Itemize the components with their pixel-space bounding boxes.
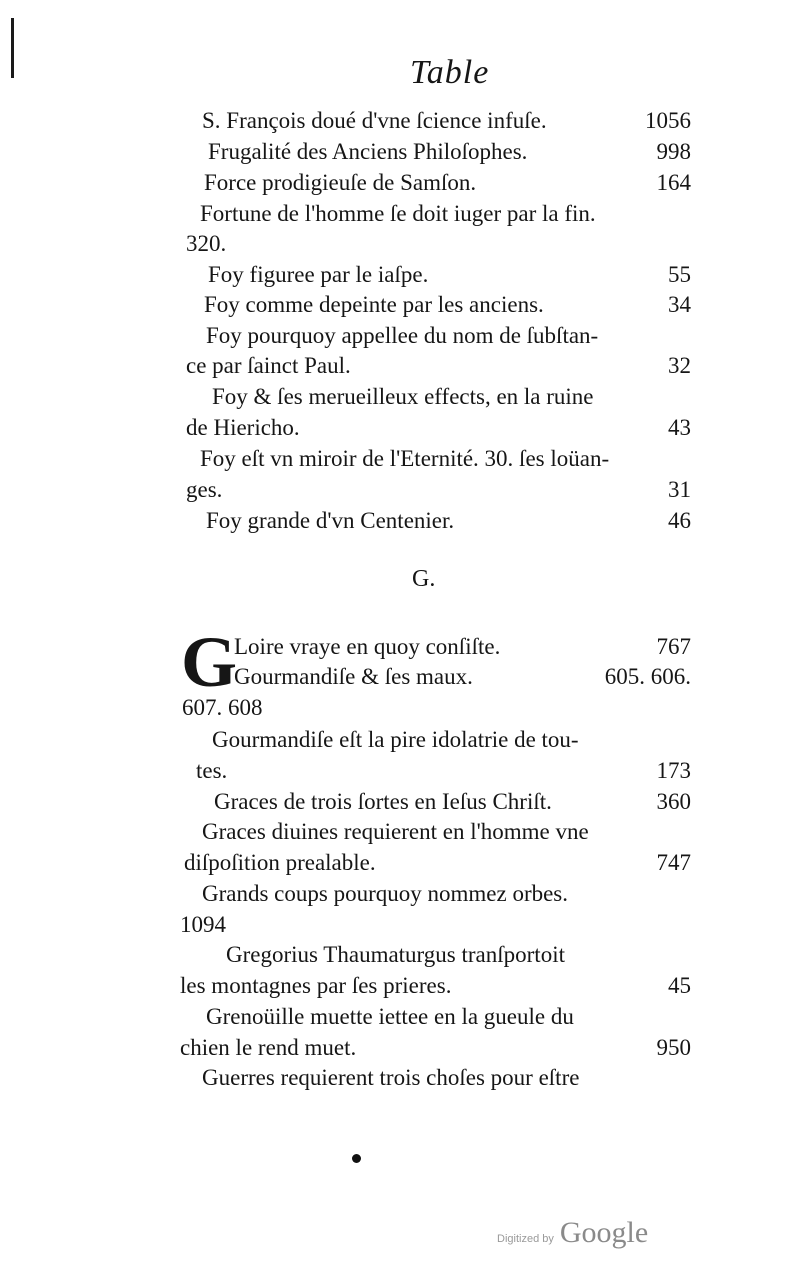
index-entry xyxy=(186,413,691,443)
entry-page: 43 xyxy=(668,415,691,440)
entry-page: 164 xyxy=(656,170,691,195)
entry-text: ce par ſainct Paul. xyxy=(186,353,351,378)
entry-text: tes. xyxy=(196,758,228,783)
entry-text: Foy figuree par le iaſpe. xyxy=(208,262,429,287)
entry-page: 173 xyxy=(656,758,691,783)
entry-text: 1094 xyxy=(180,912,226,937)
entry-page: 1056 xyxy=(645,108,691,133)
index-entry xyxy=(204,290,691,320)
index-entry xyxy=(200,199,689,229)
entry-page: 950 xyxy=(656,1035,691,1060)
entry-page: 45 xyxy=(668,973,691,998)
entry-text: Grenoüille muette iettee en la gueule du xyxy=(206,1004,574,1029)
entry-text: S. François doué d'vne ſcience infuſe. xyxy=(202,108,547,133)
entry-page: 360 xyxy=(656,789,691,814)
index-entry xyxy=(208,260,691,290)
index-entry xyxy=(202,1063,691,1093)
index-entry xyxy=(206,1002,695,1032)
entry-text: ges. xyxy=(186,477,223,502)
entry-page: 32 xyxy=(668,353,691,378)
entry-text: Force prodigieuſe de Samſon. xyxy=(204,170,477,195)
entry-page: 747 xyxy=(656,850,691,875)
index-entry xyxy=(186,475,691,505)
watermark-prefix: Digitized by xyxy=(497,1233,554,1245)
ink-speck xyxy=(352,1154,361,1163)
entry-text: Gourmandiſe eſt la pire idolatrie de tou- xyxy=(212,727,579,752)
index-entry xyxy=(214,787,691,817)
entry-text: Loire vraye en quoy conſiſte. xyxy=(234,634,501,659)
entry-text: Fortune de l'homme ſe doit iuger par la fin. xyxy=(200,201,596,226)
entry-text: Frugalité des Anciens Philoſophes. xyxy=(208,139,528,164)
entry-page: 998 xyxy=(656,139,691,164)
index-entry xyxy=(206,321,695,351)
drop-cap: G xyxy=(181,622,238,702)
index-entry xyxy=(200,444,689,474)
entry-text: Foy comme depeinte par les anciens. xyxy=(204,292,544,317)
entry-text: chien le rend muet. xyxy=(180,1035,357,1060)
section-heading: G. xyxy=(412,566,436,592)
entry-page: 46 xyxy=(668,508,691,533)
entry-text: Foy grande d'vn Centenier. xyxy=(206,508,455,533)
index-entry xyxy=(180,971,691,1001)
index-entry xyxy=(226,940,715,970)
entry-text: 320. xyxy=(186,231,227,256)
entry-text: Foy eſt vn miroir de l'Eternité. 30. ſes loüan- xyxy=(200,446,610,471)
entry-page: 31 xyxy=(668,477,691,502)
entry-page: 605. 606. xyxy=(604,664,691,689)
page-title: Table xyxy=(410,54,490,91)
index-entry xyxy=(184,848,691,878)
index-entry xyxy=(202,106,691,136)
index-entry xyxy=(202,817,691,847)
index-entry xyxy=(180,910,685,940)
entry-text: Foy pourquoy appellee du nom de ſubſtan- xyxy=(206,323,599,348)
index-entry xyxy=(186,229,691,259)
index-entry xyxy=(180,1033,691,1063)
index-entry xyxy=(206,506,691,536)
entry-text: Guerres requierent trois choſes pour eſtre xyxy=(202,1065,580,1090)
index-entry xyxy=(234,662,691,692)
entry-text: Foy & ſes merueilleux effects, en la ruine xyxy=(212,384,594,409)
entry-text: les montagnes par ſes prieres. xyxy=(180,973,452,998)
index-entry xyxy=(208,137,691,167)
entry-page: 55 xyxy=(668,262,691,287)
index-entry xyxy=(196,756,691,786)
index-entry xyxy=(212,382,701,412)
index-entry xyxy=(202,879,691,909)
entry-page: 767 xyxy=(656,634,691,659)
entry-text: 607. 608 xyxy=(182,695,263,720)
entry-text: de Hiericho. xyxy=(186,415,300,440)
entry-page: 34 xyxy=(668,292,691,317)
index-entry xyxy=(212,725,701,755)
entry-text: diſpoſition prealable. xyxy=(184,850,376,875)
index-entry xyxy=(234,632,691,662)
watermark-logo: Google xyxy=(559,1216,649,1249)
digitized-watermark xyxy=(497,1216,648,1250)
index-entry xyxy=(182,693,687,723)
entry-text: Graces de trois ſortes en Ieſus Chriſt. xyxy=(214,789,552,814)
index-entry xyxy=(186,351,691,381)
entry-text: Gregorius Thaumaturgus tranſportoit xyxy=(226,942,565,967)
index-entry xyxy=(204,168,691,198)
entry-text: Graces diuines requierent en l'homme vne xyxy=(202,819,589,844)
entry-text: Gourmandiſe & ſes maux. xyxy=(234,664,473,689)
entry-text: Grands coups pourquoy nommez orbes. xyxy=(202,881,569,906)
